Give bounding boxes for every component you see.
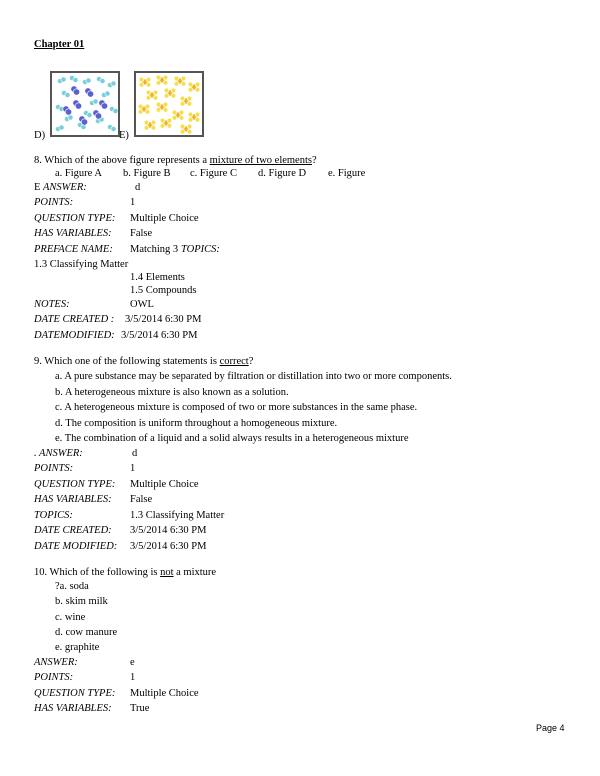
- molecule-atom: [163, 107, 168, 112]
- molecule-atom: [138, 104, 143, 109]
- molecule-atom: [86, 78, 91, 83]
- q10-option-e: e. graphite: [55, 642, 100, 653]
- molecule-atom: [105, 91, 110, 96]
- molecule-atom: [174, 81, 179, 86]
- molecule-atom: [68, 115, 73, 120]
- q9-option-c: c. A heterogeneous mixture is composed of two or more substances in the same phase.: [55, 402, 418, 413]
- q9-option-d: d. The composition is uniform throughout a homogeneous mixture.: [55, 418, 338, 429]
- molecule-atom: [187, 101, 192, 106]
- molecule-atom: [181, 76, 186, 81]
- molecule-atom: [187, 129, 192, 134]
- q8-option-wrap: E: [34, 182, 41, 193]
- q9-qtype-label: QUESTION TYPE:: [34, 479, 116, 490]
- molecule-atom: [179, 110, 184, 115]
- q8-created-value: 3/5/2014 6:30 PM: [125, 314, 202, 325]
- compound-molecules-icon: [136, 73, 202, 135]
- q8-option-d: d. Figure D: [258, 168, 307, 179]
- molecule-atom: [65, 109, 71, 115]
- molecule-atom: [73, 89, 79, 95]
- molecule-atom: [180, 101, 185, 106]
- molecule-atom: [188, 82, 193, 87]
- q9-created-label: DATE CREATED:: [34, 525, 112, 536]
- molecule-atom: [195, 117, 200, 122]
- q8-question: 8. Which of the above figure represents a mixture of two elements?: [34, 155, 317, 166]
- molecule-atom: [195, 82, 200, 87]
- q10-option-b: b. skim milk: [55, 596, 108, 607]
- q9-hasvar-label: HAS VARIABLES:: [34, 494, 112, 505]
- q9-topics-value: 1.3 Classifying Matter: [130, 510, 225, 521]
- molecule-atom: [151, 125, 156, 130]
- q9-hasvar-value: False: [130, 494, 153, 505]
- molecule-atom: [163, 102, 168, 107]
- molecule-atom: [187, 124, 192, 129]
- molecule-atom: [144, 125, 149, 130]
- q8-notes-value: OWL: [130, 299, 154, 310]
- molecule-atom: [113, 108, 118, 113]
- molecule-atom: [179, 115, 184, 120]
- molecule-atom: [146, 95, 151, 100]
- molecule-atom: [138, 109, 143, 114]
- q8-preface-label: PREFACE NAME:: [34, 244, 113, 255]
- molecule-atom: [163, 80, 168, 85]
- q10-qtype-value: Multiple Choice: [130, 688, 199, 699]
- figure-d-label: D): [34, 130, 46, 141]
- molecule-atom: [181, 81, 186, 86]
- mixture-molecules-icon: [52, 73, 118, 135]
- molecule-atom: [156, 80, 161, 85]
- page-number: Page 4: [536, 723, 565, 733]
- q8-option-b: b. Figure B: [123, 168, 171, 179]
- molecule-atom: [174, 76, 179, 81]
- molecule-atom: [160, 123, 165, 128]
- molecule-atom: [144, 120, 149, 125]
- figure-d-image: [50, 71, 120, 137]
- molecule-atom: [81, 119, 87, 125]
- molecule-atom: [164, 88, 169, 93]
- q8-option-c: c. Figure C: [190, 168, 237, 179]
- molecule-atom: [156, 102, 161, 107]
- molecule-atom: [146, 77, 151, 82]
- q10-hasvar-value: True: [130, 703, 150, 714]
- q9-points-label: POINTS:: [34, 463, 74, 474]
- figure-e-label: E): [119, 130, 129, 141]
- q10-answer-value: e: [130, 657, 135, 668]
- figure-e-image: [134, 71, 204, 137]
- molecule-atom: [163, 75, 168, 80]
- molecule-atom: [153, 90, 158, 95]
- q8-topic-2: 1.4 Elements: [130, 272, 185, 283]
- q8-answer-label: ANSWER:: [43, 182, 87, 193]
- molecule-atom: [61, 77, 66, 82]
- q10-answer-label: ANSWER:: [34, 657, 78, 668]
- q8-points-value: 1: [130, 197, 136, 208]
- molecule-atom: [146, 90, 151, 95]
- molecule-atom: [93, 99, 98, 104]
- molecule-atom: [87, 91, 93, 97]
- molecule-atom: [73, 77, 78, 82]
- q9-topics-label: TOPICS:: [34, 510, 73, 521]
- molecule-atom: [146, 82, 151, 87]
- q8-hasvar-value: False: [130, 228, 153, 239]
- q9-qtype-value: Multiple Choice: [130, 479, 199, 490]
- q9-points-value: 1: [130, 463, 136, 474]
- q8-modified-label: DATEMODIFIED:: [34, 330, 115, 341]
- q8-preface-value: Matching 3: [130, 244, 179, 255]
- q8-created-label: DATE CREATED :: [34, 314, 115, 325]
- molecule-atom: [180, 124, 185, 129]
- q8-notes-label: NOTES:: [34, 299, 70, 310]
- molecule-atom: [153, 95, 158, 100]
- q9-question: 9. Which one of the following statements is correct?: [34, 356, 254, 367]
- molecule-atom: [195, 87, 200, 92]
- molecule-atom: [156, 107, 161, 112]
- q9-option-b: b. A heterogeneous mixture is also known as a solution.: [55, 387, 289, 398]
- molecule-atom: [95, 113, 101, 119]
- q8-qtype-value: Multiple Choice: [130, 213, 199, 224]
- molecule-atom: [100, 78, 105, 83]
- q9-modified-label: DATE MODIFIED:: [34, 541, 118, 552]
- molecule-atom: [111, 81, 116, 86]
- q8-topic-1: 1.3 Classifying Matter: [34, 259, 129, 270]
- molecule-atom: [139, 82, 144, 87]
- q8-modified-value: 3/5/2014 6:30 PM: [121, 330, 198, 341]
- q10-qtype-label: QUESTION TYPE:: [34, 688, 116, 699]
- molecule-atom: [180, 129, 185, 134]
- q8-answer-value: d: [135, 182, 141, 193]
- molecule-atom: [75, 103, 81, 109]
- molecule-atom: [188, 117, 193, 122]
- molecule-atom: [145, 104, 150, 109]
- molecule-atom: [145, 109, 150, 114]
- molecule-atom: [59, 125, 64, 130]
- molecule-atom: [171, 93, 176, 98]
- q10-question: 10. Which of the following is not a mixture: [34, 567, 217, 578]
- q9-created-value: 3/5/2014 6:30 PM: [130, 525, 207, 536]
- molecule-atom: [101, 103, 107, 109]
- q10-option-d: d. cow manure: [55, 627, 118, 638]
- q8-topics-label: TOPICS:: [181, 244, 220, 255]
- molecule-atom: [195, 112, 200, 117]
- molecule-atom: [151, 120, 156, 125]
- molecule-atom: [171, 88, 176, 93]
- q8-points-label: POINTS:: [34, 197, 74, 208]
- q9-modified-value: 3/5/2014 6:30 PM: [130, 541, 207, 552]
- molecule-atom: [167, 118, 172, 123]
- q9-option-a: a. A pure substance may be separated by filtration or distillation into two or more components.: [55, 371, 452, 382]
- q10-hasvar-label: HAS VARIABLES:: [34, 703, 112, 714]
- molecule-atom: [172, 115, 177, 120]
- molecule-atom: [167, 123, 172, 128]
- q8-topic-3: 1.5 Compounds: [130, 285, 197, 296]
- molecule-atom: [188, 87, 193, 92]
- q10-option-c: c. wine: [55, 612, 86, 623]
- molecule-atom: [65, 92, 70, 97]
- q10-option-a: ?a. soda: [55, 581, 89, 592]
- q8-option-a: a. Figure A: [55, 168, 102, 179]
- molecule-atom: [187, 96, 192, 101]
- q9-answer-label: . ANSWER:: [34, 448, 83, 459]
- molecule-atom: [160, 118, 165, 123]
- molecule-atom: [188, 112, 193, 117]
- q9-answer-value: d: [132, 448, 138, 459]
- molecule-atom: [139, 77, 144, 82]
- q10-points-value: 1: [130, 672, 136, 683]
- molecule-atom: [156, 75, 161, 80]
- chapter-heading: Chapter 01: [34, 39, 85, 50]
- molecule-atom: [164, 93, 169, 98]
- q10-points-label: POINTS:: [34, 672, 74, 683]
- molecule-atom: [180, 96, 185, 101]
- q9-option-e: e. The combination of a liquid and a solid always results in a heterogeneous mixture: [55, 433, 409, 444]
- q8-option-e: e. Figure: [328, 168, 366, 179]
- q8-hasvar-label: HAS VARIABLES:: [34, 228, 112, 239]
- q8-qtype-label: QUESTION TYPE:: [34, 213, 116, 224]
- molecule-atom: [111, 126, 116, 131]
- molecule-atom: [172, 110, 177, 115]
- molecule-atom: [87, 112, 92, 117]
